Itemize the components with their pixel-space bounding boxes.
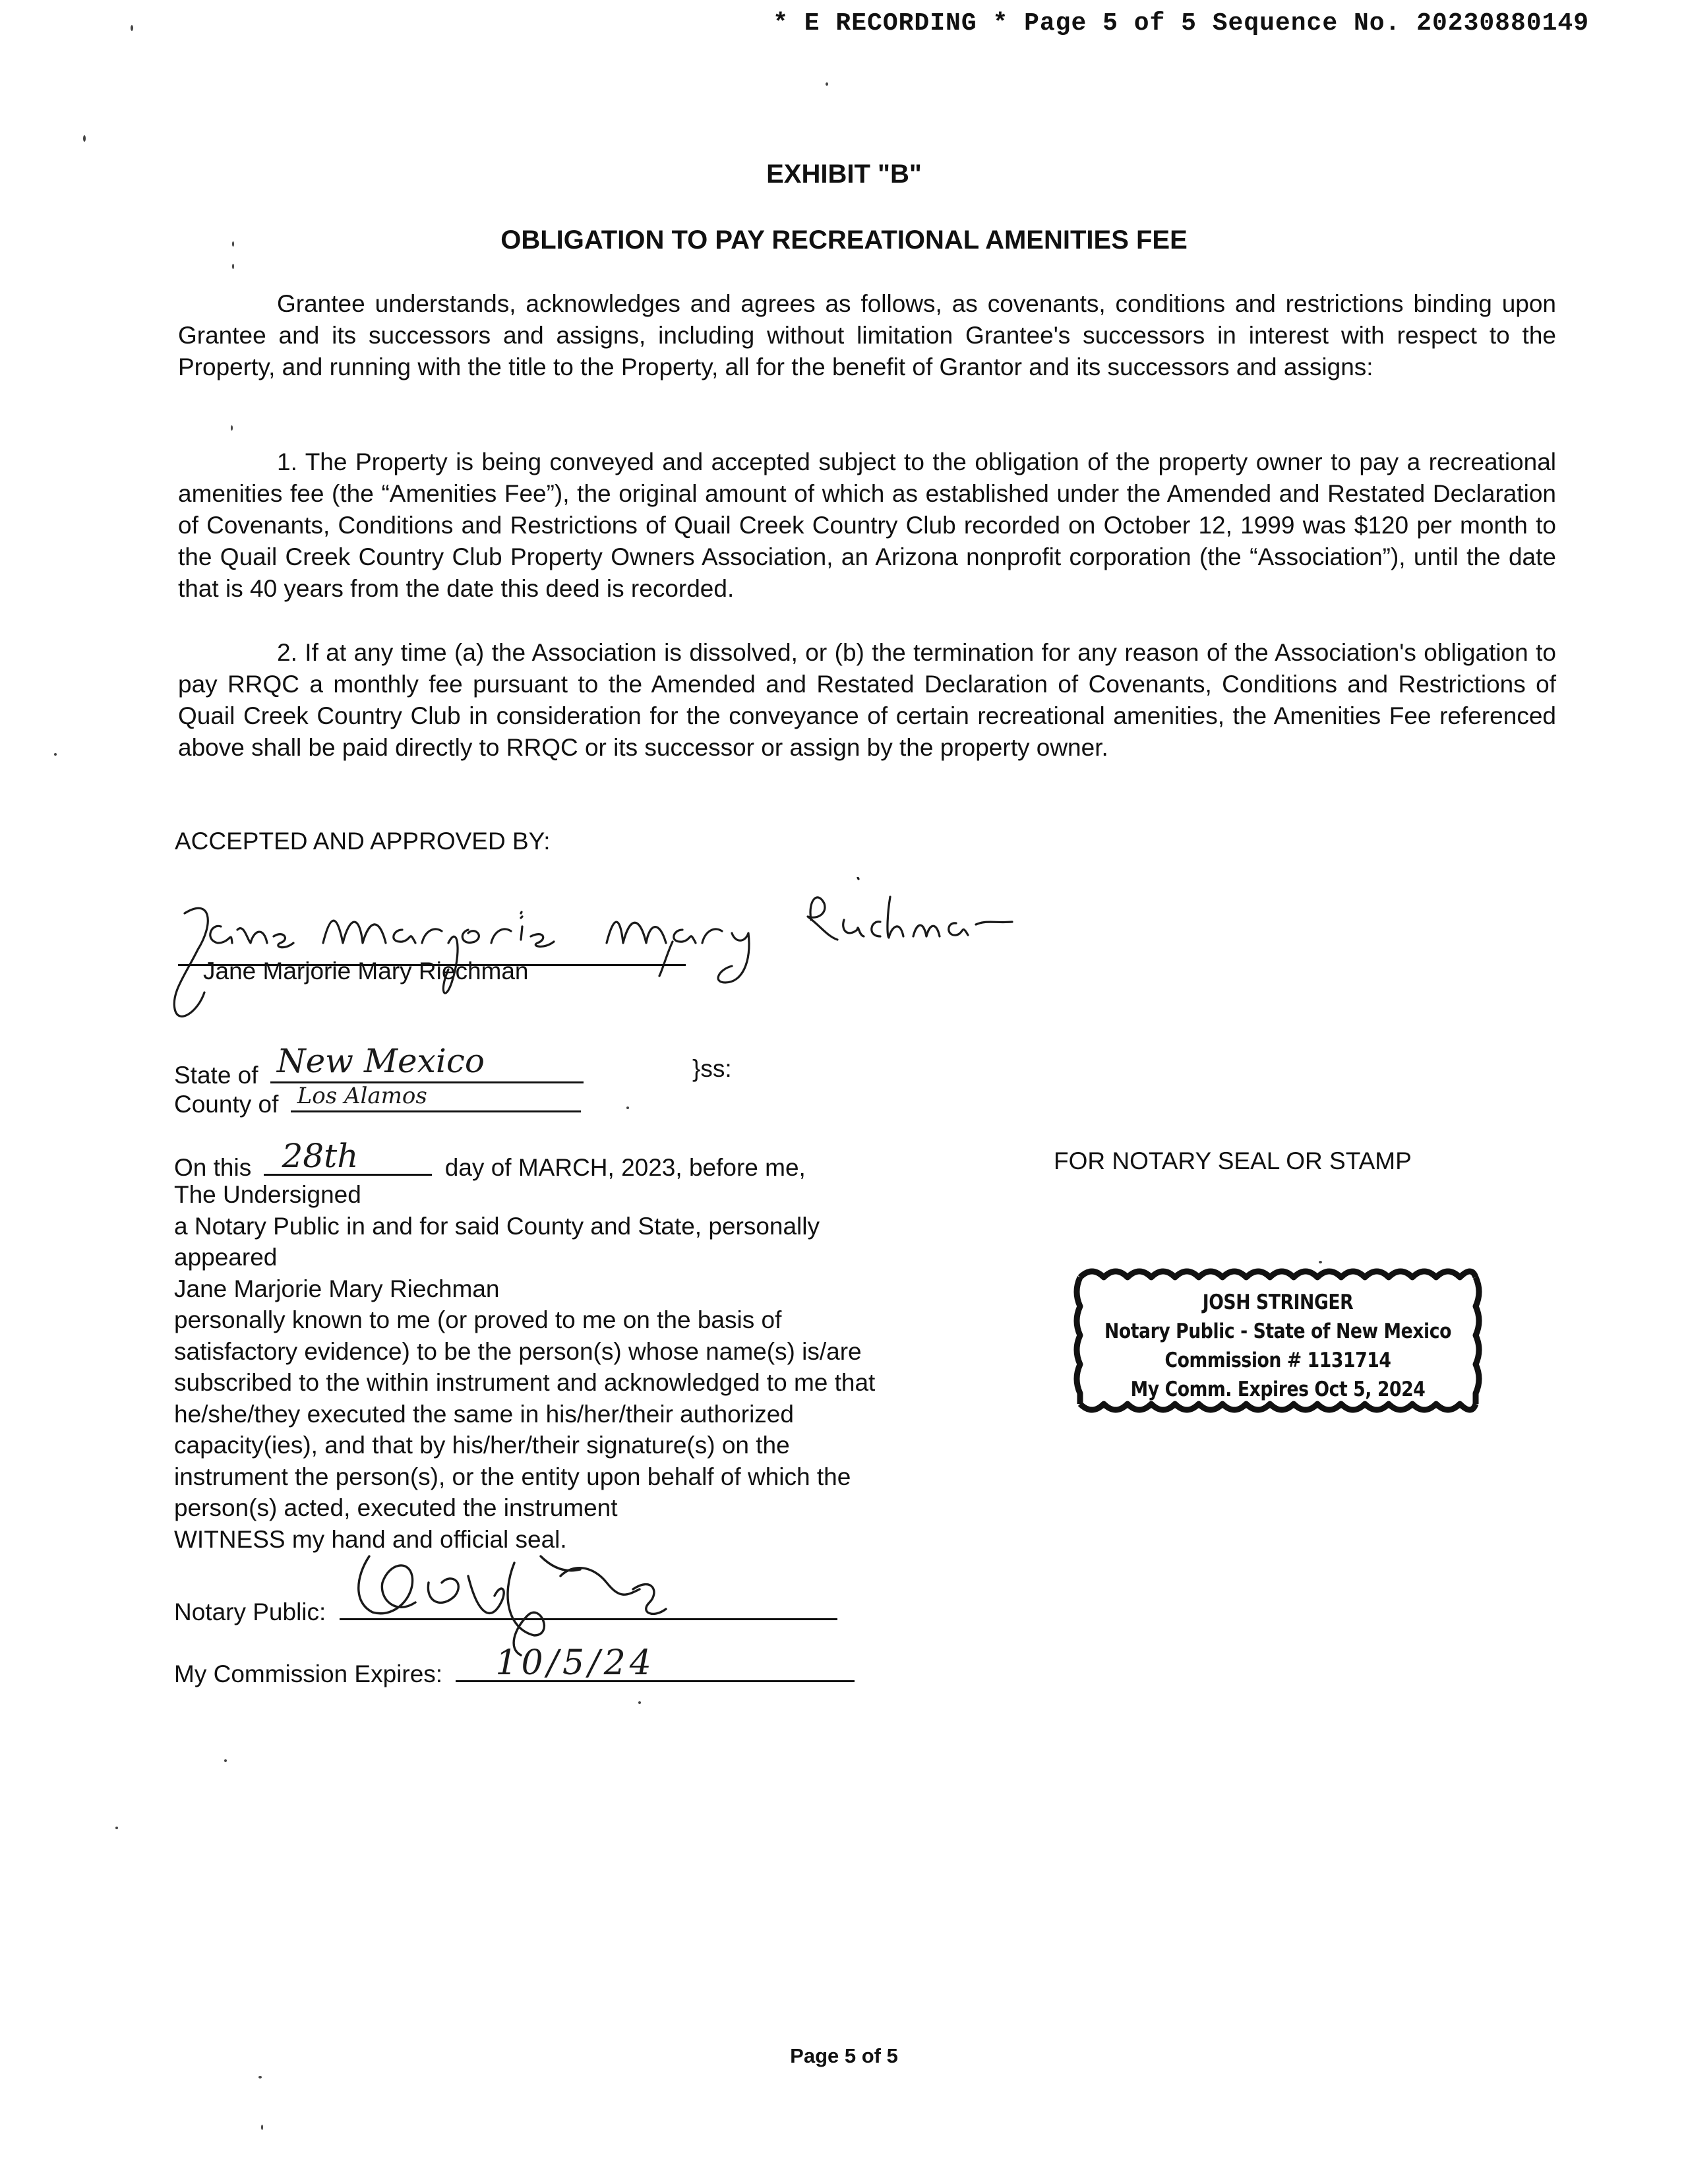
- scan-speck: [232, 264, 234, 269]
- acknowledgment-date-row: [174, 1137, 806, 1182]
- scan-speck: [826, 82, 828, 86]
- scan-speck: [131, 25, 133, 31]
- ack-line: person(s) acted, executed the instrument: [174, 1494, 618, 1521]
- scan-speck: [626, 1107, 629, 1109]
- document-title: OBLIGATION TO PAY RECREATIONAL AMENITIES FEE: [500, 226, 1188, 255]
- commission-expires-label: My Commission Expires:: [174, 1660, 443, 1687]
- ack-line: The Undersigned: [174, 1181, 361, 1208]
- county-field: [291, 1083, 581, 1112]
- scan-speck: [115, 1827, 118, 1829]
- scan-speck: [231, 425, 233, 431]
- ack-line: satisfactory evidence) to be the person(s) whose name(s) is/are: [174, 1337, 862, 1365]
- state-field: [270, 1042, 584, 1083]
- clause-1-paragraph: 1. The Property is being conveyed and accepted subject to the obligation of the property owner to pay a recreational amenities fee (the “Amenities Fee”), the original amount of which as established under the Amended and Restated Declaration of Covenants, Conditions and Restrictions of Quail Creek Country Club recorded on October 12, 1999 was $120 per month to the Quail Creek Country Club Property Owners Association, an Arizona nonprofit corporation (the “Association”), until the date that is 40 years from the date this deed is recorded.: [178, 448, 1556, 602]
- scan-speck: [54, 753, 57, 756]
- ack-line: subscribed to the within instrument and acknowledged to me that: [174, 1369, 876, 1396]
- day-handwritten: 28th: [282, 1137, 359, 1175]
- notary-stamp: [1073, 1263, 1482, 1418]
- ack-line: personally known to me (or proved to me on the basis of: [174, 1306, 782, 1333]
- ack-line: he/she/they executed the same in his/her/their authorized: [174, 1400, 794, 1428]
- exhibit-title: EXHIBIT "B": [766, 160, 922, 189]
- accepted-label: ACCEPTED AND APPROVED BY:: [175, 828, 551, 855]
- state-handwritten: New Mexico: [276, 1042, 485, 1080]
- scan-speck: [83, 135, 86, 142]
- day-field: [264, 1137, 432, 1176]
- ack-line: instrument the person(s), or the entity upon behalf of which the: [174, 1463, 851, 1490]
- acknowledgment-body: [174, 1179, 1031, 1555]
- scan-speck: [1319, 1261, 1322, 1263]
- recording-header: * E RECORDING * Page 5 of 5 Sequence No. 20230880149: [773, 9, 1589, 38]
- scan-speck: [638, 1701, 641, 1704]
- stamp-expiration: My Comm. Expires Oct 5, 2024: [1130, 1378, 1426, 1401]
- clause-2-paragraph: 2. If at any time (a) the Association is dissolved, or (b) the termination for any reason of the Association's obligation to pay RRQC a monthly fee pursuant to the Amended and Restated Declaration of Covenants, Conditions and Restrictions of Quail Creek Country Club in consideration for the conveyance of certain recreational amenities, the Amenities Fee referenced above shall be paid directly to RRQC or its successor or assign by the property owner.: [178, 639, 1556, 761]
- scan-speck: [261, 2125, 263, 2130]
- scan-speck: [224, 1759, 227, 1762]
- stamp-notary-title: Notary Public - State of New Mexico: [1104, 1320, 1452, 1343]
- stamp-notary-name: JOSH STRINGER: [1202, 1290, 1354, 1314]
- commission-expires-field: [456, 1643, 855, 1683]
- notary-public-label: Notary Public:: [174, 1598, 326, 1625]
- date-text: day of MARCH, 2023, before me,: [444, 1154, 806, 1181]
- ack-line: a Notary Public in and for said County and State, personally: [174, 1212, 820, 1240]
- page-footer: Page 5 of 5: [790, 2044, 898, 2067]
- state-label: State of: [174, 1062, 258, 1089]
- ack-line: WITNESS my hand and official seal.: [174, 1525, 567, 1553]
- stamp-text: [1102, 1288, 1453, 1404]
- county-row: [174, 1083, 581, 1118]
- on-this-label: On this: [174, 1154, 252, 1181]
- seal-label: FOR NOTARY SEAL OR STAMP: [1054, 1147, 1412, 1174]
- commission-expires-handwritten: 10/5/24: [495, 1643, 655, 1683]
- intro-paragraph: Grantee understands, acknowledges and agrees as follows, as covenants, conditions and restrictions binding upon Grantee and its successors and assigns, including without limitation Grantee's successors in interest with respect to the Property, and running with the title to the Property, all for the benefit of Grantor and its successors and assigns:: [178, 290, 1556, 380]
- ss-marker: }ss:: [692, 1055, 732, 1082]
- commission-expires-row: [174, 1643, 855, 1688]
- ack-line: capacity(ies), and that by his/her/their signature(s) on the: [174, 1432, 790, 1459]
- county-handwritten: Los Alamos: [297, 1083, 427, 1109]
- grantee-printed-name: Jane Marjorie Mary Riechman: [203, 957, 529, 985]
- ack-line: Jane Marjorie Mary Riechman: [174, 1275, 500, 1302]
- stamp-commission-number: Commission # 1131714: [1164, 1349, 1391, 1372]
- scan-speck: [258, 2076, 262, 2078]
- scan-speck: [232, 241, 234, 247]
- county-label: County of: [174, 1091, 279, 1118]
- ack-line: appeared: [174, 1244, 278, 1271]
